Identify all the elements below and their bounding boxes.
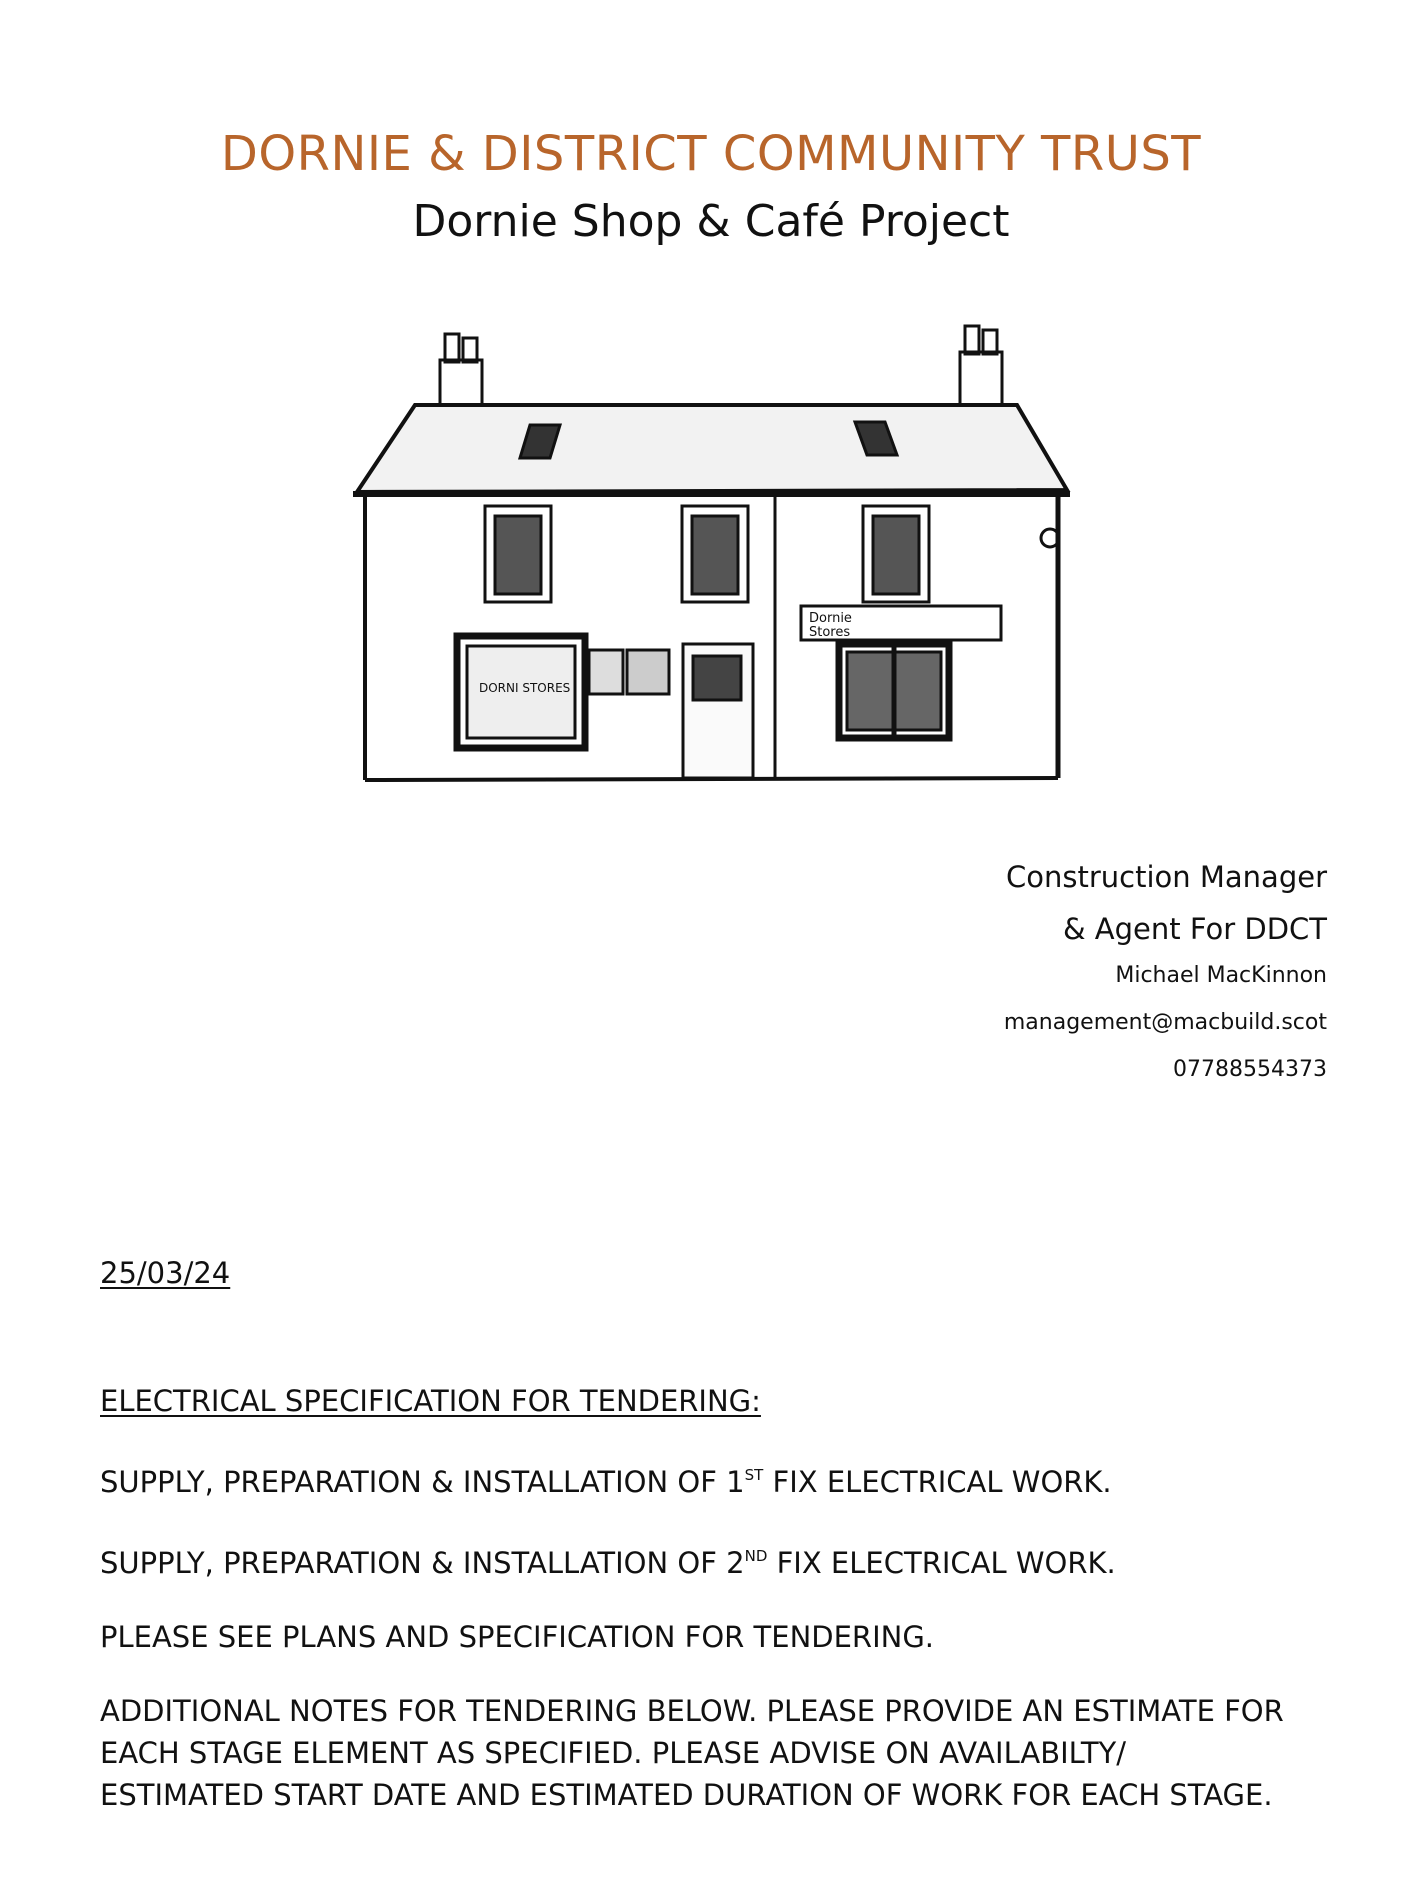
contact-phone: 07788554373 (1173, 1057, 1327, 1082)
plans-note: PLEASE SEE PLANS AND SPECIFICATION FOR TENDERING. (100, 1620, 935, 1654)
specification-body (100, 1380, 1340, 1816)
contact-role-line2: & Agent For DDCT (1062, 912, 1327, 946)
document-date: 25/03/24 (100, 1256, 231, 1290)
first-fix-superscript: ST (744, 1466, 764, 1484)
first-fix-text-end: FIX ELECTRICAL WORK. (763, 1465, 1112, 1499)
contact-email[interactable]: management@macbuild.scot (1003, 1010, 1327, 1035)
second-fix-text-end: FIX ELECTRICAL WORK. (767, 1546, 1116, 1580)
contact-name: Michael MacKinnon (1115, 963, 1327, 988)
contact-block (727, 858, 1327, 1103)
second-fix-text: SUPPLY, PREPARATION & INSTALLATION OF 2 (100, 1546, 745, 1580)
first-fix-line (100, 1454, 1340, 1503)
additional-notes-line2: EACH STAGE ELEMENT AS SPECIFIED. PLEASE ADVISE ON AVAILABILTY/ (100, 1736, 1127, 1770)
spec-heading: ELECTRICAL SPECIFICATION FOR TENDERING: (100, 1384, 761, 1418)
additional-notes (100, 1690, 1340, 1816)
shop-sign-right-line2: Stores (809, 625, 851, 640)
project-title: Dornie Shop & Café Project (412, 196, 1010, 247)
shop-building-sketch-icon (345, 310, 1075, 800)
additional-notes-line3: ESTIMATED START DATE AND ESTIMATED DURATION OF WORK FOR EACH STAGE. (100, 1778, 1273, 1812)
shop-sign-left: DORNI STORES (479, 681, 571, 695)
second-fix-superscript: ND (744, 1547, 768, 1565)
contact-role-line1: Construction Manager (1006, 860, 1327, 894)
shop-sign-right-line1: Dornie (809, 611, 852, 626)
second-fix-line (100, 1535, 1340, 1584)
organisation-title: DORNIE & DISTRICT COMMUNITY TRUST (220, 126, 1202, 182)
first-fix-text: SUPPLY, PREPARATION & INSTALLATION OF 1 (100, 1465, 745, 1499)
additional-notes-line1: ADDITIONAL NOTES FOR TENDERING BELOW. PLEASE PROVIDE AN ESTIMATE FOR (100, 1694, 1284, 1728)
